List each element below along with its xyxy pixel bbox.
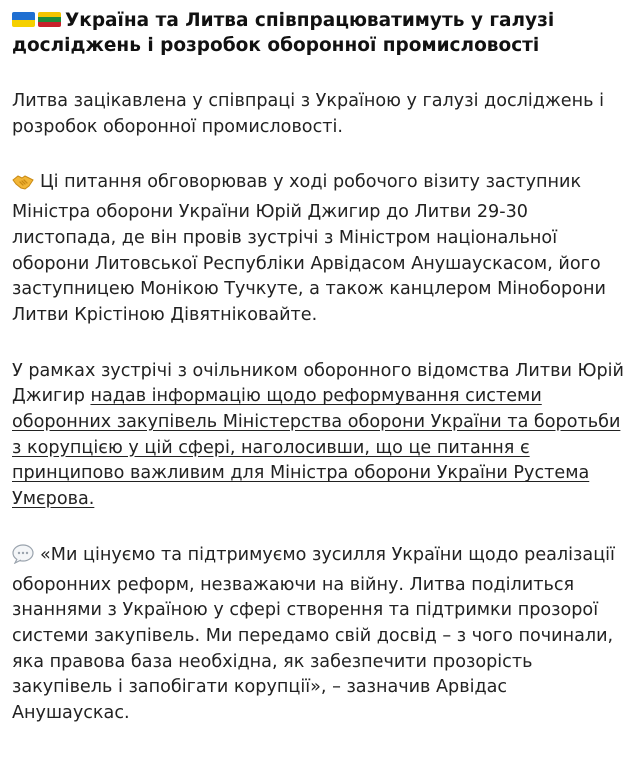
post-title-row bbox=[12, 8, 624, 58]
paragraph-meeting bbox=[12, 359, 624, 513]
procurement-reform-link[interactable]: надав інформацію щодо реформування системи оборонних закупівель Міністерства оборони України та боротьби з корупцією у цій сфері, наголосивши, що це питання є принципово важливим для Міністра оборони України Рустема Умєрова. bbox=[12, 386, 621, 510]
ukraine-flag-icon bbox=[12, 12, 35, 27]
paragraph-visit-text: Ці питання обговорював у ході робочого візиту заступник Міністра оборони України Юрій Джигир до Литви 29-30 листопада, де він провів зустрічі з Міністром національної оборони Литовської Республіки Арвідасом Анушаускасом, його заступницею Монікою Тучкуте, а також канцлером Міноборони Литви Крістіною Дівятніковайте. bbox=[12, 172, 606, 325]
paragraph-quote bbox=[12, 543, 624, 727]
lithuania-flag-icon bbox=[38, 12, 61, 27]
post-title: Україна та Литва співпрацюватимуть у галузі досліджень і розробок оборонної промисловості bbox=[12, 10, 555, 56]
paragraph-meeting-text: У рамках зустрічі з очільником оборонного відомства Литви Юрій Джигир bbox=[12, 360, 624, 407]
handshake-icon bbox=[12, 173, 34, 200]
speech-bubble-icon bbox=[12, 544, 34, 573]
paragraph-visit bbox=[12, 170, 624, 328]
paragraph-intro: Литва зацікавлена у співпраці з Україною у галузі досліджень і розробок оборонної промисловості. bbox=[12, 91, 604, 137]
paragraph-quote-text: «Ми цінуємо та підтримуємо зусилля України щодо реалізації оборонних реформ, незважаючи на війну. Литва поділиться знаннями з Україною у сфері створення та підтримки прозорої системи закупівель. Ми передамо свій досвід – з чого починали, яка правова база необхідна, як забезпечити прозорість закупівель і запобігати корупції», – зазначив Арвідас Анушаускас. bbox=[12, 544, 615, 724]
post bbox=[12, 8, 624, 757]
